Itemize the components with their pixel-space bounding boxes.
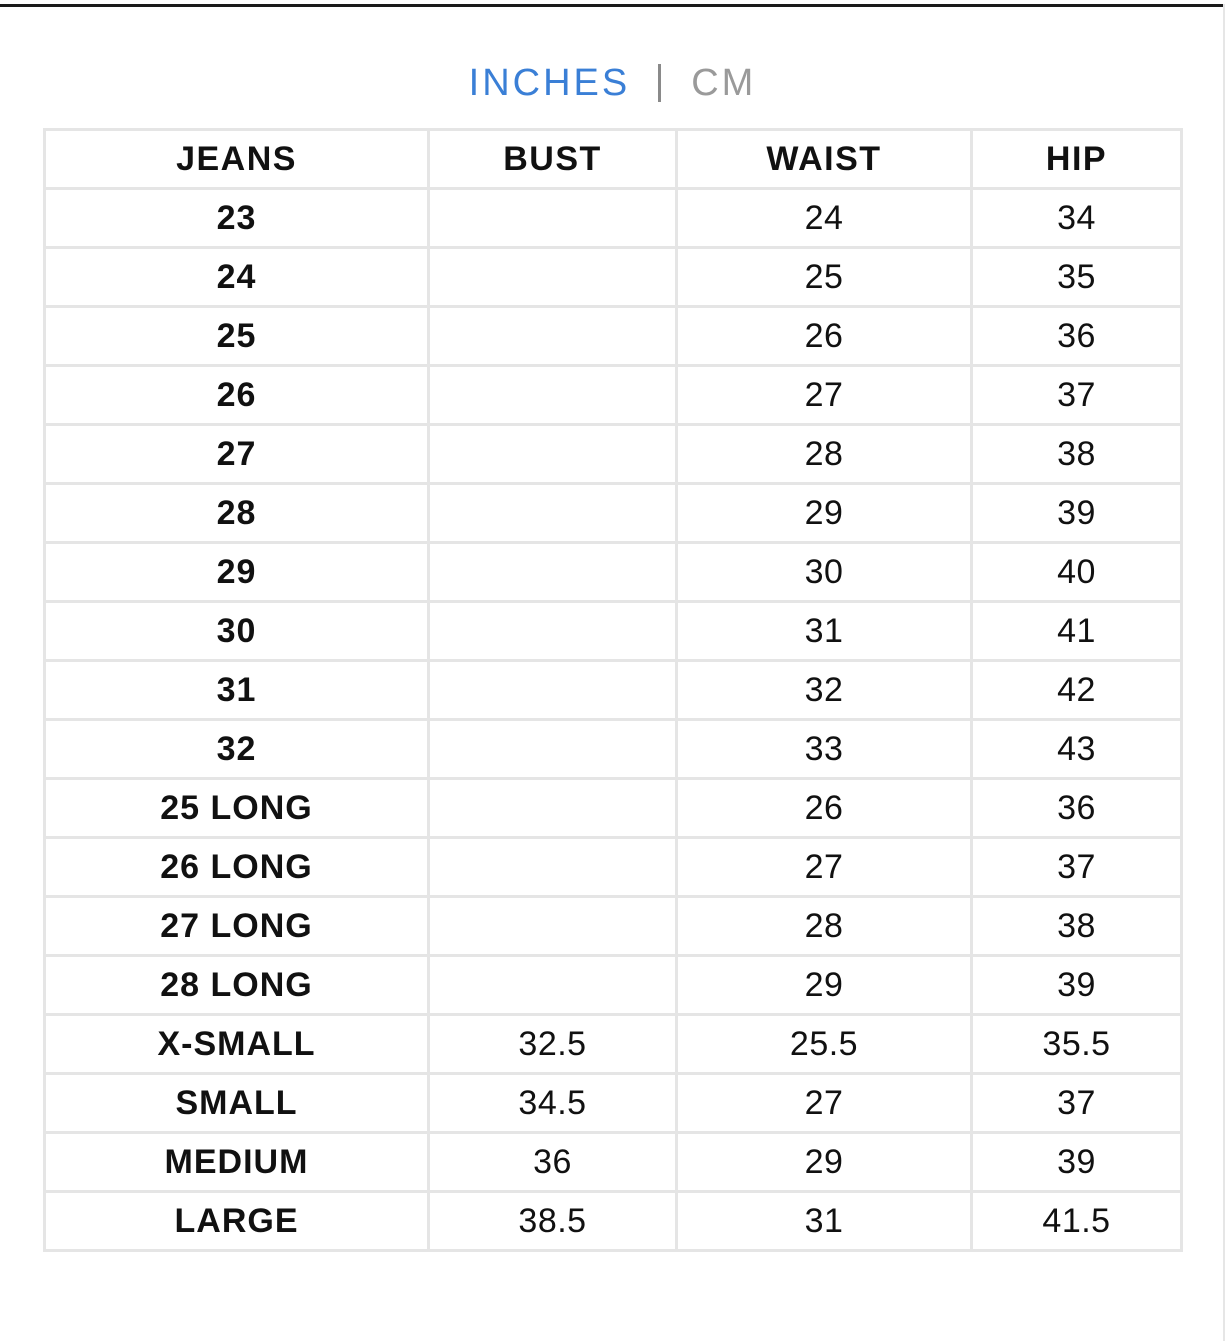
cell-waist: 27 [677,838,972,897]
cell-size: 25 LONG [45,779,429,838]
table-row [45,1192,1182,1251]
cell-size: 27 [45,425,429,484]
cell-hip: 42 [972,661,1182,720]
column-header-jeans: JEANS [45,130,429,189]
cell-size: 30 [45,602,429,661]
header-row [45,130,1182,189]
column-header-waist: WAIST [677,130,972,189]
cell-hip: 41.5 [972,1192,1182,1251]
table-row [45,189,1182,248]
cell-bust [429,956,677,1015]
cell-waist: 26 [677,307,972,366]
cell-size: X-SMALL [45,1015,429,1074]
cell-hip: 37 [972,366,1182,425]
cell-size: 28 LONG [45,956,429,1015]
cell-size: 32 [45,720,429,779]
cell-bust [429,661,677,720]
cell-hip: 41 [972,602,1182,661]
cell-size: 28 [45,484,429,543]
table-row [45,366,1182,425]
cell-hip: 40 [972,543,1182,602]
top-border [0,4,1225,7]
cell-bust: 36 [429,1133,677,1192]
size-chart-body [45,189,1182,1251]
cell-waist: 28 [677,425,972,484]
cell-waist: 27 [677,366,972,425]
table-row [45,484,1182,543]
cell-hip: 39 [972,956,1182,1015]
cell-bust [429,897,677,956]
cell-size: SMALL [45,1074,429,1133]
cell-bust [429,484,677,543]
cell-size: 27 LONG [45,897,429,956]
cell-size: 29 [45,543,429,602]
table-row [45,1133,1182,1192]
table-row [45,307,1182,366]
table-row [45,956,1182,1015]
cell-bust: 38.5 [429,1192,677,1251]
cell-bust [429,307,677,366]
cell-bust [429,838,677,897]
unit-toggle [0,58,1225,106]
cell-size: MEDIUM [45,1133,429,1192]
table-row [45,425,1182,484]
cell-hip: 38 [972,897,1182,956]
cell-hip: 43 [972,720,1182,779]
table-row [45,720,1182,779]
table-row [45,661,1182,720]
column-header-hip: HIP [972,130,1182,189]
cell-waist: 29 [677,956,972,1015]
cell-hip: 36 [972,779,1182,838]
cell-size: 31 [45,661,429,720]
cell-size: 25 [45,307,429,366]
size-chart-table [43,128,1183,1252]
cell-size: 23 [45,189,429,248]
cell-size: LARGE [45,1192,429,1251]
cell-bust [429,189,677,248]
cell-waist: 29 [677,484,972,543]
cell-hip: 37 [972,1074,1182,1133]
table-row [45,779,1182,838]
cell-bust [429,366,677,425]
cell-bust [429,602,677,661]
cell-bust: 34.5 [429,1074,677,1133]
cell-bust [429,425,677,484]
cell-waist: 25.5 [677,1015,972,1074]
cell-bust [429,248,677,307]
table-row [45,838,1182,897]
cell-waist: 32 [677,661,972,720]
cell-bust [429,543,677,602]
cell-waist: 27 [677,1074,972,1133]
cell-bust [429,720,677,779]
cell-waist: 26 [677,779,972,838]
cell-size: 24 [45,248,429,307]
table-row [45,1074,1182,1133]
cell-hip: 38 [972,425,1182,484]
cell-size: 26 [45,366,429,425]
cell-waist: 25 [677,248,972,307]
cell-waist: 30 [677,543,972,602]
column-header-bust: BUST [429,130,677,189]
table-row [45,1015,1182,1074]
cell-hip: 35.5 [972,1015,1182,1074]
cell-hip: 39 [972,1133,1182,1192]
cell-bust: 32.5 [429,1015,677,1074]
cell-hip: 36 [972,307,1182,366]
table-row [45,602,1182,661]
cell-hip: 37 [972,838,1182,897]
cell-hip: 34 [972,189,1182,248]
cell-hip: 35 [972,248,1182,307]
cell-waist: 24 [677,189,972,248]
cell-waist: 33 [677,720,972,779]
cell-waist: 29 [677,1133,972,1192]
cell-waist: 28 [677,897,972,956]
cell-size: 26 LONG [45,838,429,897]
cell-waist: 31 [677,1192,972,1251]
cell-hip: 39 [972,484,1182,543]
cell-bust [429,779,677,838]
size-chart-header [45,130,1182,189]
table-row [45,248,1182,307]
unit-cm-tab[interactable]: CM [691,61,757,104]
cell-waist: 31 [677,602,972,661]
unit-inches-tab[interactable]: INCHES [468,61,631,104]
unit-separator [658,64,661,102]
table-row [45,897,1182,956]
table-row [45,543,1182,602]
